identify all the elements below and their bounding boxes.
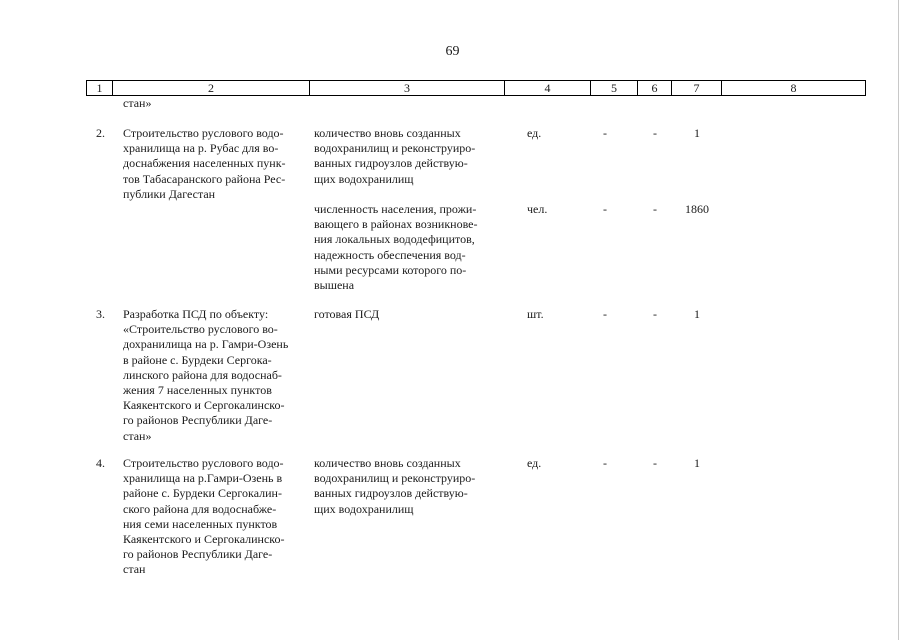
- row-name: Строительство руслового водо- хранилища на р. Рубас для во- доснабжения населенных пунк- тов Табасаранского района Рес- публики Дагестан: [123, 126, 286, 201]
- indicator-text: готовая ПСД: [314, 307, 380, 321]
- indicator-col7: 1860: [685, 202, 709, 216]
- indicator-col5: -: [603, 126, 607, 140]
- row-number: 3.: [96, 307, 105, 321]
- header-col-7: 7: [672, 81, 722, 95]
- header-col-3: 3: [310, 81, 505, 95]
- page-edge-line: [898, 0, 899, 640]
- header-col-4: 4: [505, 81, 591, 95]
- header-col-6: 6: [638, 81, 672, 95]
- indicator-unit: шт.: [527, 307, 544, 321]
- row-name: Разработка ПСД по объекту: «Строительство руслового во- дохранилища на р. Гамри-Озень в районе с. Бурдеки Сергока- линского района для водоснаб- жения 7 населенных пунктов Каякентского и Сергокалинско- го районов Республики Даге- стан»: [123, 307, 289, 443]
- continuation-text: стан»: [123, 96, 152, 110]
- indicator-col7: 1: [694, 456, 700, 470]
- header-col-2: 2: [113, 81, 310, 95]
- header-col-8: 8: [722, 81, 866, 95]
- row-name: Строительство руслового водо- хранилища на р.Гамри-Озень в районе с. Бурдеки Сергокалин- ского района для водоснабже- ния семи населенных пунктов Каякентского и Сергокалинско- го районов Республики Даге- стан: [123, 456, 285, 577]
- indicator-col6: -: [653, 202, 657, 216]
- indicator-text: количество вновь созданных водохранилищ и реконструиро- ванных гидроузлов действую- щих водохранилищ: [314, 126, 476, 186]
- header-col-1: 1: [87, 81, 113, 95]
- indicator-col6: -: [653, 307, 657, 321]
- indicator-text: количество вновь созданных водохранилищ и реконструиро- ванных гидроузлов действую- щих водохранилищ: [314, 456, 476, 516]
- page-number: 69: [445, 44, 460, 59]
- indicator-col5: -: [603, 456, 607, 470]
- header-col-5: 5: [591, 81, 638, 95]
- table-header-row: [86, 80, 866, 96]
- indicator-col7: 1: [694, 307, 700, 321]
- indicator-col5: -: [603, 307, 607, 321]
- indicator-unit: ед.: [527, 126, 542, 140]
- indicator-col6: -: [653, 126, 657, 140]
- indicator-col5: -: [603, 202, 607, 216]
- indicator-text: численность населения, прожи- вающего в районах возникнове- ния локальных вододефицитов, надежность обеспечения вод- ными ресурсами которого по- вышена: [314, 202, 478, 293]
- indicator-col6: -: [653, 456, 657, 470]
- indicator-unit: ед.: [527, 456, 542, 470]
- row-number: 4.: [96, 456, 105, 470]
- indicator-unit: чел.: [527, 202, 548, 216]
- indicator-col7: 1: [694, 126, 700, 140]
- row-number: 2.: [96, 126, 105, 140]
